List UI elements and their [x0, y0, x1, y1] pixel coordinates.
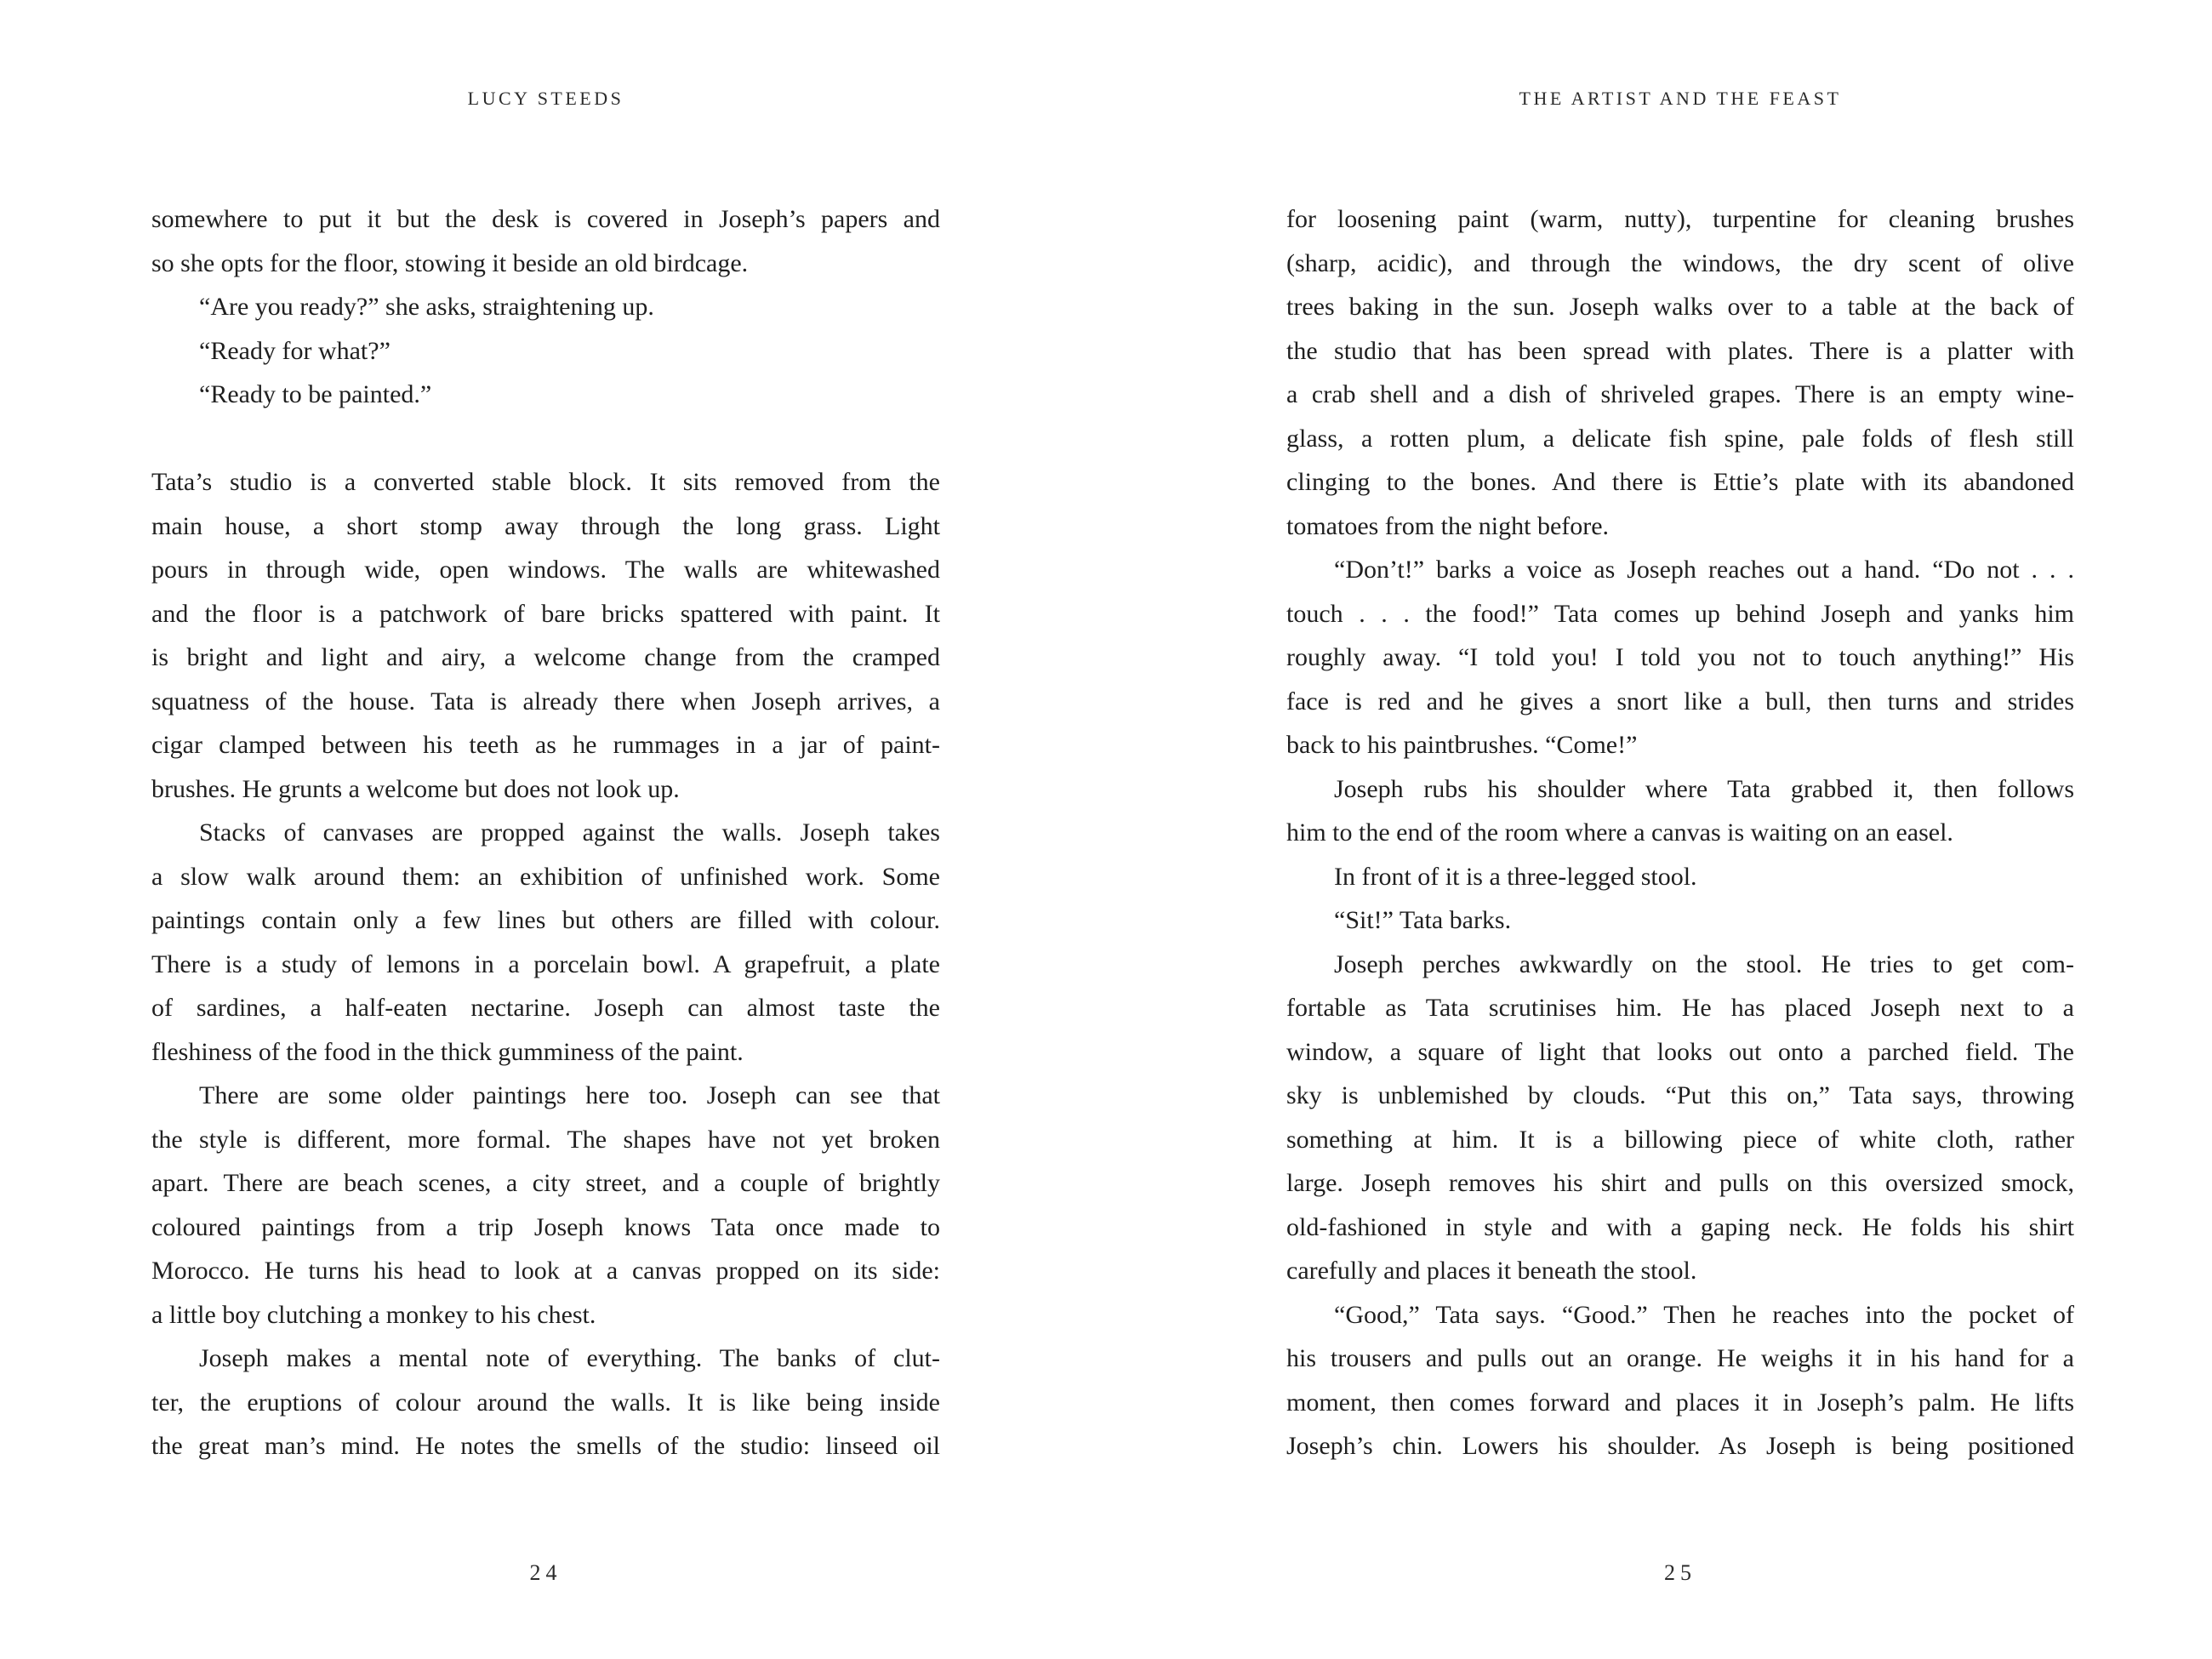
- text-line: is bright and light and airy, a welcome change from the cramped: [151, 643, 940, 671]
- text-line: “Are you ready?” she asks, straightening up.: [199, 293, 654, 321]
- text-line: Tata’s studio is a converted stable block. It sits removed from the: [151, 468, 940, 496]
- running-header-title: THE ARTIST AND THE FEAST: [1519, 88, 1842, 109]
- text-line: cigar clamped between his teeth as he rummages in a jar of paint-: [151, 731, 940, 759]
- text-line: Joseph perches awkwardly on the stool. He tries to get com-: [1334, 949, 2074, 978]
- text-line: “Don’t!” barks a voice as Joseph reaches out a hand. “Do not . . .: [1334, 556, 2074, 584]
- text-line: Joseph makes a mental note of everything. The banks of clut-: [199, 1344, 940, 1372]
- text-line: him to the end of the room where a canvas is waiting on an easel.: [1286, 818, 1953, 847]
- text-line: trees baking in the sun. Joseph walks over to a table at the back of: [1286, 293, 2074, 321]
- text-line: “Sit!” Tata barks.: [1334, 906, 1512, 934]
- text-line: There is a study of lemons in a porcelain bowl. A grapefruit, a plate: [151, 949, 940, 978]
- text-line: glass, a rotten plum, a delicate fish spine, pale folds of flesh still: [1286, 424, 2074, 453]
- text-line: a crab shell and a dish of shriveled grapes. There is an empty wine-: [1286, 380, 2074, 408]
- text-line: Joseph rubs his shoulder where Tata grabbed it, then follows: [1334, 774, 2074, 803]
- text-line: old-fashioned in style and with a gaping neck. He folds his shirt: [1286, 1212, 2074, 1241]
- text-line: tomatoes from the night before.: [1286, 511, 1610, 540]
- text-line: moment, then comes forward and places it in Joseph’s palm. He lifts: [1286, 1388, 2074, 1417]
- text-line: In front of it is a three-legged stool.: [1334, 862, 1697, 891]
- page-number-left: 24: [529, 1560, 562, 1585]
- text-line: “Ready for what?”: [199, 336, 391, 365]
- running-header-author: LUCY STEEDS: [467, 88, 624, 109]
- text-line: Stacks of canvases are propped against the walls. Joseph takes: [199, 818, 940, 847]
- text-line: a little boy clutching a monkey to his chest.: [151, 1300, 596, 1329]
- left-text-block: [151, 197, 940, 1468]
- text-line: “Good,” Tata says. “Good.” Then he reaches into the pocket of: [1334, 1300, 2074, 1329]
- text-line: “Ready to be painted.”: [199, 380, 432, 408]
- text-line: coloured paintings from a trip Joseph knows Tata once made to: [151, 1212, 940, 1241]
- text-line: window, a square of light that looks out onto a parched field. The: [1286, 1037, 2074, 1066]
- text-line: paintings contain only a few lines but others are filled with colour.: [151, 906, 940, 934]
- text-line: pours in through wide, open windows. The walls are whitewashed: [151, 556, 940, 584]
- text-line: somewhere to put it but the desk is covered in Joseph’s papers and: [151, 205, 940, 233]
- text-line: back to his paintbrushes. “Come!”: [1286, 731, 1638, 759]
- text-line: and the floor is a patchwork of bare bricks spattered with paint. It: [151, 599, 940, 628]
- text-line: the great man’s mind. He notes the smells of the studio: linseed oil: [151, 1432, 940, 1460]
- right-text-block: [1286, 197, 2074, 1468]
- text-line: the studio that has been spread with plates. There is a platter with: [1286, 336, 2074, 365]
- text-line: clinging to the bones. And there is Ettie’s plate with its abandoned: [1286, 468, 2074, 496]
- text-line: face is red and he gives a snort like a bull, then turns and strides: [1286, 687, 2074, 715]
- text-line: the style is different, more formal. The shapes have not yet broken: [151, 1125, 940, 1154]
- section-break: [151, 417, 940, 461]
- text-line: a slow walk around them: an exhibition of unfinished work. Some: [151, 862, 940, 891]
- text-line: Joseph’s chin. Lowers his shoulder. As Joseph is being positioned: [1286, 1432, 2074, 1460]
- text-line: fleshiness of the food in the thick gumminess of the paint.: [151, 1037, 744, 1066]
- text-line: (sharp, acidic), and through the windows, the dry scent of olive: [1286, 248, 2074, 277]
- text-line: his trousers and pulls out an orange. He weighs it in his hand for a: [1286, 1344, 2074, 1372]
- text-line: something at him. It is a billowing piece of white cloth, rather: [1286, 1125, 2074, 1154]
- text-line: carefully and places it beneath the stool.: [1286, 1257, 1697, 1285]
- text-line: for loosening paint (warm, nutty), turpentine for cleaning brushes: [1286, 205, 2074, 233]
- text-line: so she opts for the floor, stowing it beside an old birdcage.: [151, 248, 749, 277]
- text-line: brushes. He grunts a welcome but does not look up.: [151, 774, 680, 803]
- text-line: apart. There are beach scenes, a city street, and a couple of brightly: [151, 1169, 940, 1197]
- text-line: touch . . . the food!” Tata comes up behind Joseph and yanks him: [1286, 599, 2074, 628]
- text-line: There are some older paintings here too. Joseph can see that: [199, 1081, 940, 1109]
- text-line: Morocco. He turns his head to look at a canvas propped on its side:: [151, 1257, 940, 1285]
- text-line: ter, the eruptions of colour around the walls. It is like being inside: [151, 1388, 940, 1417]
- page-right: [1106, 0, 2212, 1659]
- text-line: squatness of the house. Tata is already there when Joseph arrives, a: [151, 687, 940, 715]
- text-line: sky is unblemished by clouds. “Put this on,” Tata says, throwing: [1286, 1081, 2074, 1109]
- page-number-right: 25: [1664, 1560, 1696, 1585]
- text-line: fortable as Tata scrutinises him. He has placed Joseph next to a: [1286, 994, 2074, 1022]
- text-line: roughly away. “I told you! I told you not to touch anything!” His: [1286, 643, 2074, 671]
- text-line: main house, a short stomp away through the long grass. Light: [151, 511, 940, 540]
- text-line: large. Joseph removes his shirt and pulls on this oversized smock,: [1286, 1169, 2074, 1197]
- text-line: of sardines, a half-eaten nectarine. Joseph can almost taste the: [151, 994, 940, 1022]
